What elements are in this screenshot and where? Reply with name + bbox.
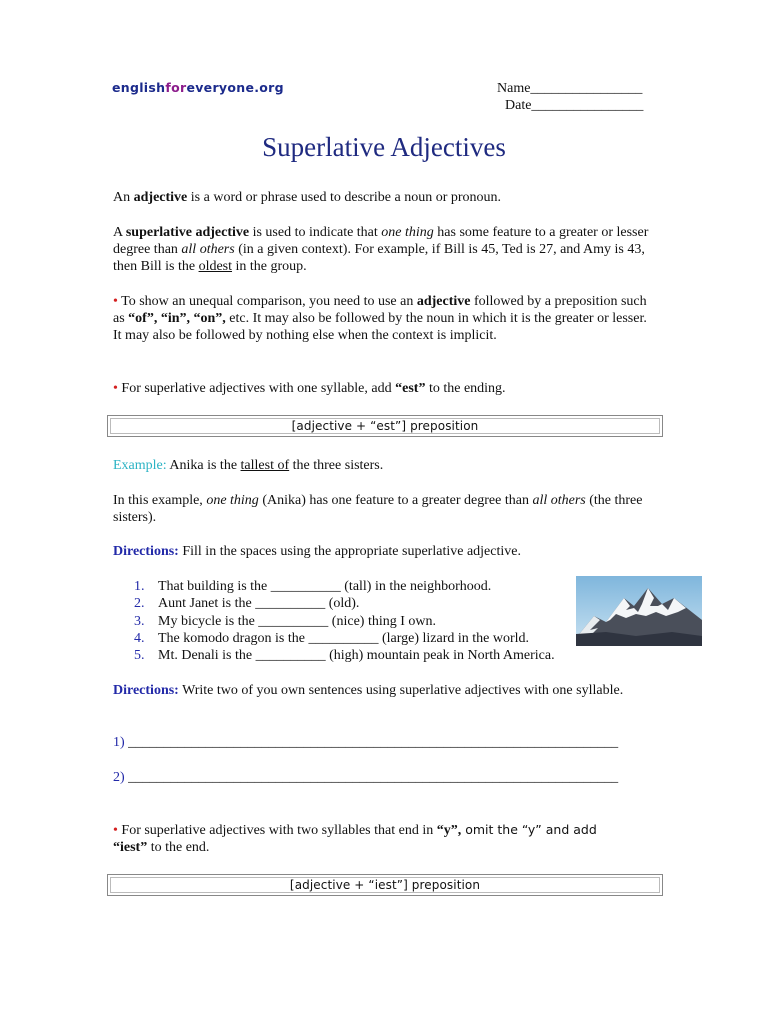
directions-fill-in: Directions: Fill in the spaces using the appropriate superlative adjective. (113, 544, 521, 559)
rule-two-syllable: • For superlative adjectives with two syllables that end in “y”, omit the “y” and add “iest” to the end. (113, 822, 597, 855)
bullet-icon: • (113, 381, 118, 396)
bullet-icon: • (113, 294, 118, 309)
rule-one-syllable: • For superlative adjectives with one syllable, add “est” to the ending. (113, 381, 506, 396)
bullet-icon: • (113, 823, 118, 838)
list-item: 2. Aunt Janet is the __________ (old). (134, 596, 360, 612)
site-logo: englishforeveryone.org (112, 80, 284, 95)
formula-est: [adjective + “est”] preposition (107, 415, 663, 437)
example-sentence: Example: Anika is the tallest of the three sisters. (113, 458, 384, 473)
answer-line-1[interactable]: 1) ______________________________________________________________________ (113, 735, 619, 750)
list-item: 1. That building is the __________ (tall) in the neighborhood. (134, 579, 492, 594)
date-field: Date________________ (505, 98, 644, 113)
mountain-image (576, 576, 702, 646)
page-title: Superlative Adjectives (262, 132, 506, 162)
example-explanation: In this example, one thing (Anika) has one feature to a greater degree than all others (the three sisters). (113, 493, 643, 525)
list-item: 4. The komodo dragon is the __________ (large) lizard in the world. (134, 630, 530, 646)
intro-superlative: A superlative adjective is used to indicate that one thing has some feature to a greater or lesser degree than all others (in a given context). For example, if Bill is 45, Ted is 27, and Amy is 43, then Bill is the oldest in the group. (113, 225, 649, 274)
formula-iest: [adjective + “iest”] preposition (107, 874, 663, 896)
list-item: 5. Mt. Denali is the __________ (high) mountain peak in North America. (134, 648, 555, 664)
name-field: Name________________ (497, 81, 643, 96)
exercise-list (134, 578, 555, 664)
intro-adjective: An adjective is a word or phrase used to describe a noun or pronoun. (113, 190, 502, 205)
list-item: 3. My bicycle is the __________ (nice) thing I own. (134, 613, 437, 629)
answer-line-2[interactable]: 2) ______________________________________________________________________ (113, 770, 619, 785)
rule-unequal-comparison: • To show an unequal comparison, you need to use an adjective followed by a preposition such as “of”, “in”, “on”, etc. It may also be followed by the noun in which it is the greater or lesser. It may also be followed by nothing else when the context is implicit. (113, 294, 647, 343)
directions-write: Directions: Write two of you own sentences using superlative adjectives with one syllable. (113, 683, 624, 698)
